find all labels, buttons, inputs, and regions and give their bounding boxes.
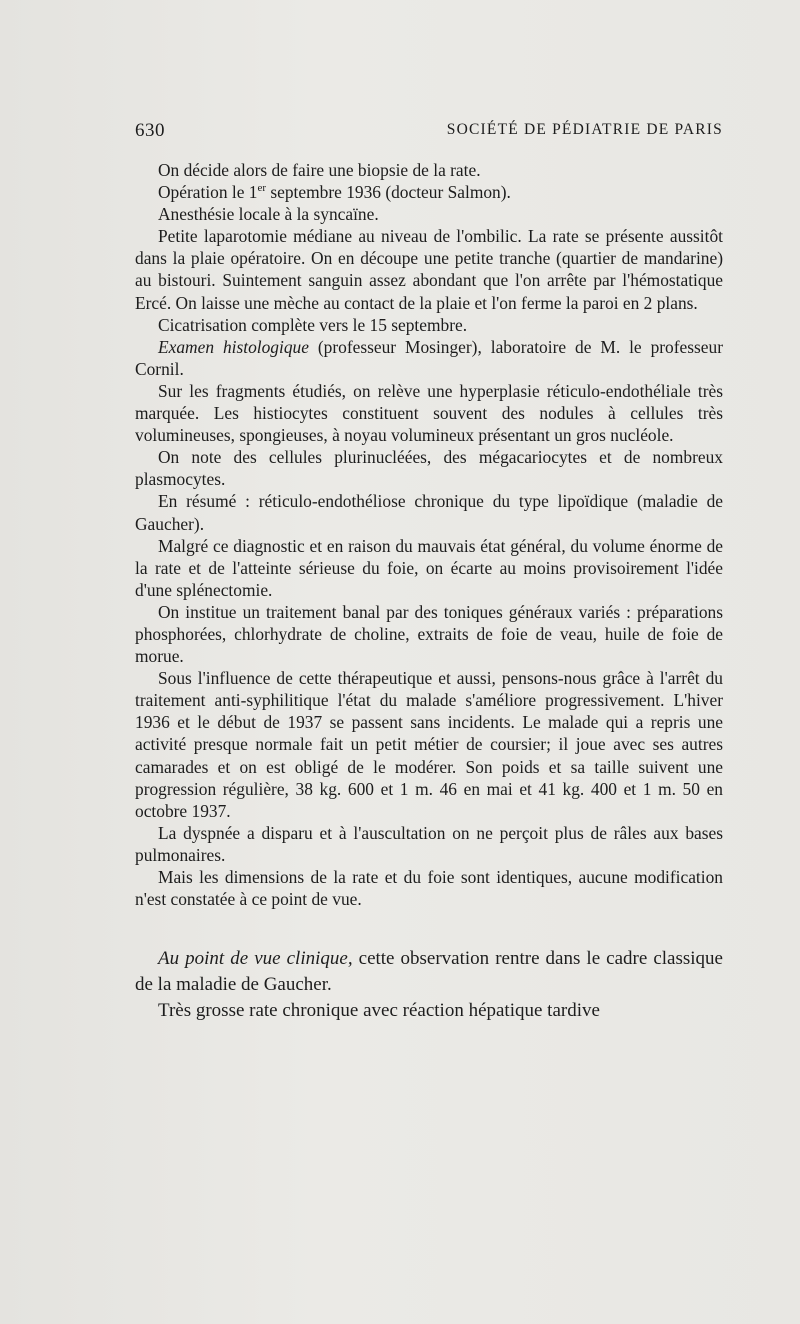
- section-spacer: [135, 910, 723, 946]
- paragraph: La dyspnée a disparu et à l'auscultation on ne perçoit plus de râles aux bases pulmonaires.: [135, 822, 723, 865]
- paragraph: Sur les fragments étudiés, on relève une hyperplasie réticulo-endothéliale très marquée. Les histiocytes constituent souvent des nodules à cellules très volumineuses, spongieuses, à noyau volumineux présentant un gros nucléole.: [135, 380, 723, 446]
- page-number: 630: [135, 120, 165, 141]
- paragraph: Anesthésie locale à la syncaïne.: [158, 204, 379, 225]
- paragraph: Mais les dimensions de la rate et du foie sont identiques, aucune modification n'est constatée à ce point de vue.: [135, 867, 723, 910]
- italic-heading: Examen histologique: [158, 336, 309, 357]
- running-title: SOCIÉTÉ DE PÉDIATRIE DE PARIS: [446, 121, 723, 138]
- paragraph: Petite laparotomie médiane au niveau de l'ombilic. La rate se présente aussitôt dans la plaie opératoire. On en découpe une petite tranche (quartier de mandarine) au bistouri. Suintement sanguin assez abondant que l'on arrête par l'hémostatique Ercé. On laisse une mèche au contact de la plaie et l'on ferme la paroi en 2 plans.: [135, 226, 723, 313]
- paragraph-text: septembre 1936 (docteur Salmon).: [266, 182, 511, 203]
- paragraph: On note des cellules plurinucléées, des mégacariocytes et de nombreux plasmocytes.: [135, 447, 723, 490]
- conclusion-paragraph: [135, 946, 723, 998]
- paragraph: En résumé : réticulo-endothéliose chronique du type lipoïdique (maladie de Gaucher).: [135, 491, 723, 534]
- paragraph: Sous l'influence de cette thérapeutique et aussi, pensons-nous grâce à l'arrêt du traitement anti-syphilitique l'état du malade s'améliore progressivement. L'hiver 1936 et le début de 1937 se passent sans incidents. Le malade qui a repris une activité presque normale fait un petit métier de coursier; il joue avec ses autres camarades et on est obligé de le modérer. Son poids et sa taille suivent une progression régulière, 38 kg. 600 et 1 m. 46 en mai et 41 kg. 400 et 1 m. 50 en octobre 1937.: [135, 668, 723, 821]
- superscript: er: [257, 182, 267, 195]
- page-header: [135, 120, 723, 144]
- paragraph-text: cette observation rentre dans le cadre classique de la maladie de Gaucher.: [135, 948, 723, 996]
- paragraph: On décide alors de faire une biopsie de la rate.: [158, 160, 481, 180]
- body-text: [135, 159, 723, 1024]
- italic-phrase: Au point de vue clinique,: [158, 948, 353, 970]
- conclusion-paragraph: Très grosse rate chronique avec réaction hépatique tardive: [158, 1000, 600, 1022]
- paragraph-text: (professeur Mosinger), laboratoire de M. le professeur Cornil.: [135, 336, 724, 379]
- paragraph: Cicatrisation complète vers le 15 septembre.: [158, 314, 468, 335]
- paragraph-text: Opération le 1: [158, 182, 258, 203]
- paragraph: On institue un traitement banal par des toniques généraux variés : préparations phosphorées, chlorhydrate de choline, extraits de foie de veau, huile de foie de morue.: [135, 601, 723, 667]
- paragraph: [135, 181, 723, 203]
- paragraph: Malgré ce diagnostic et en raison du mauvais état général, du volume énorme de la rate et de l'atteinte sérieuse du foie, on écarte au moins provisoirement l'idée d'une splénectomie.: [135, 535, 723, 600]
- paragraph: [135, 336, 723, 380]
